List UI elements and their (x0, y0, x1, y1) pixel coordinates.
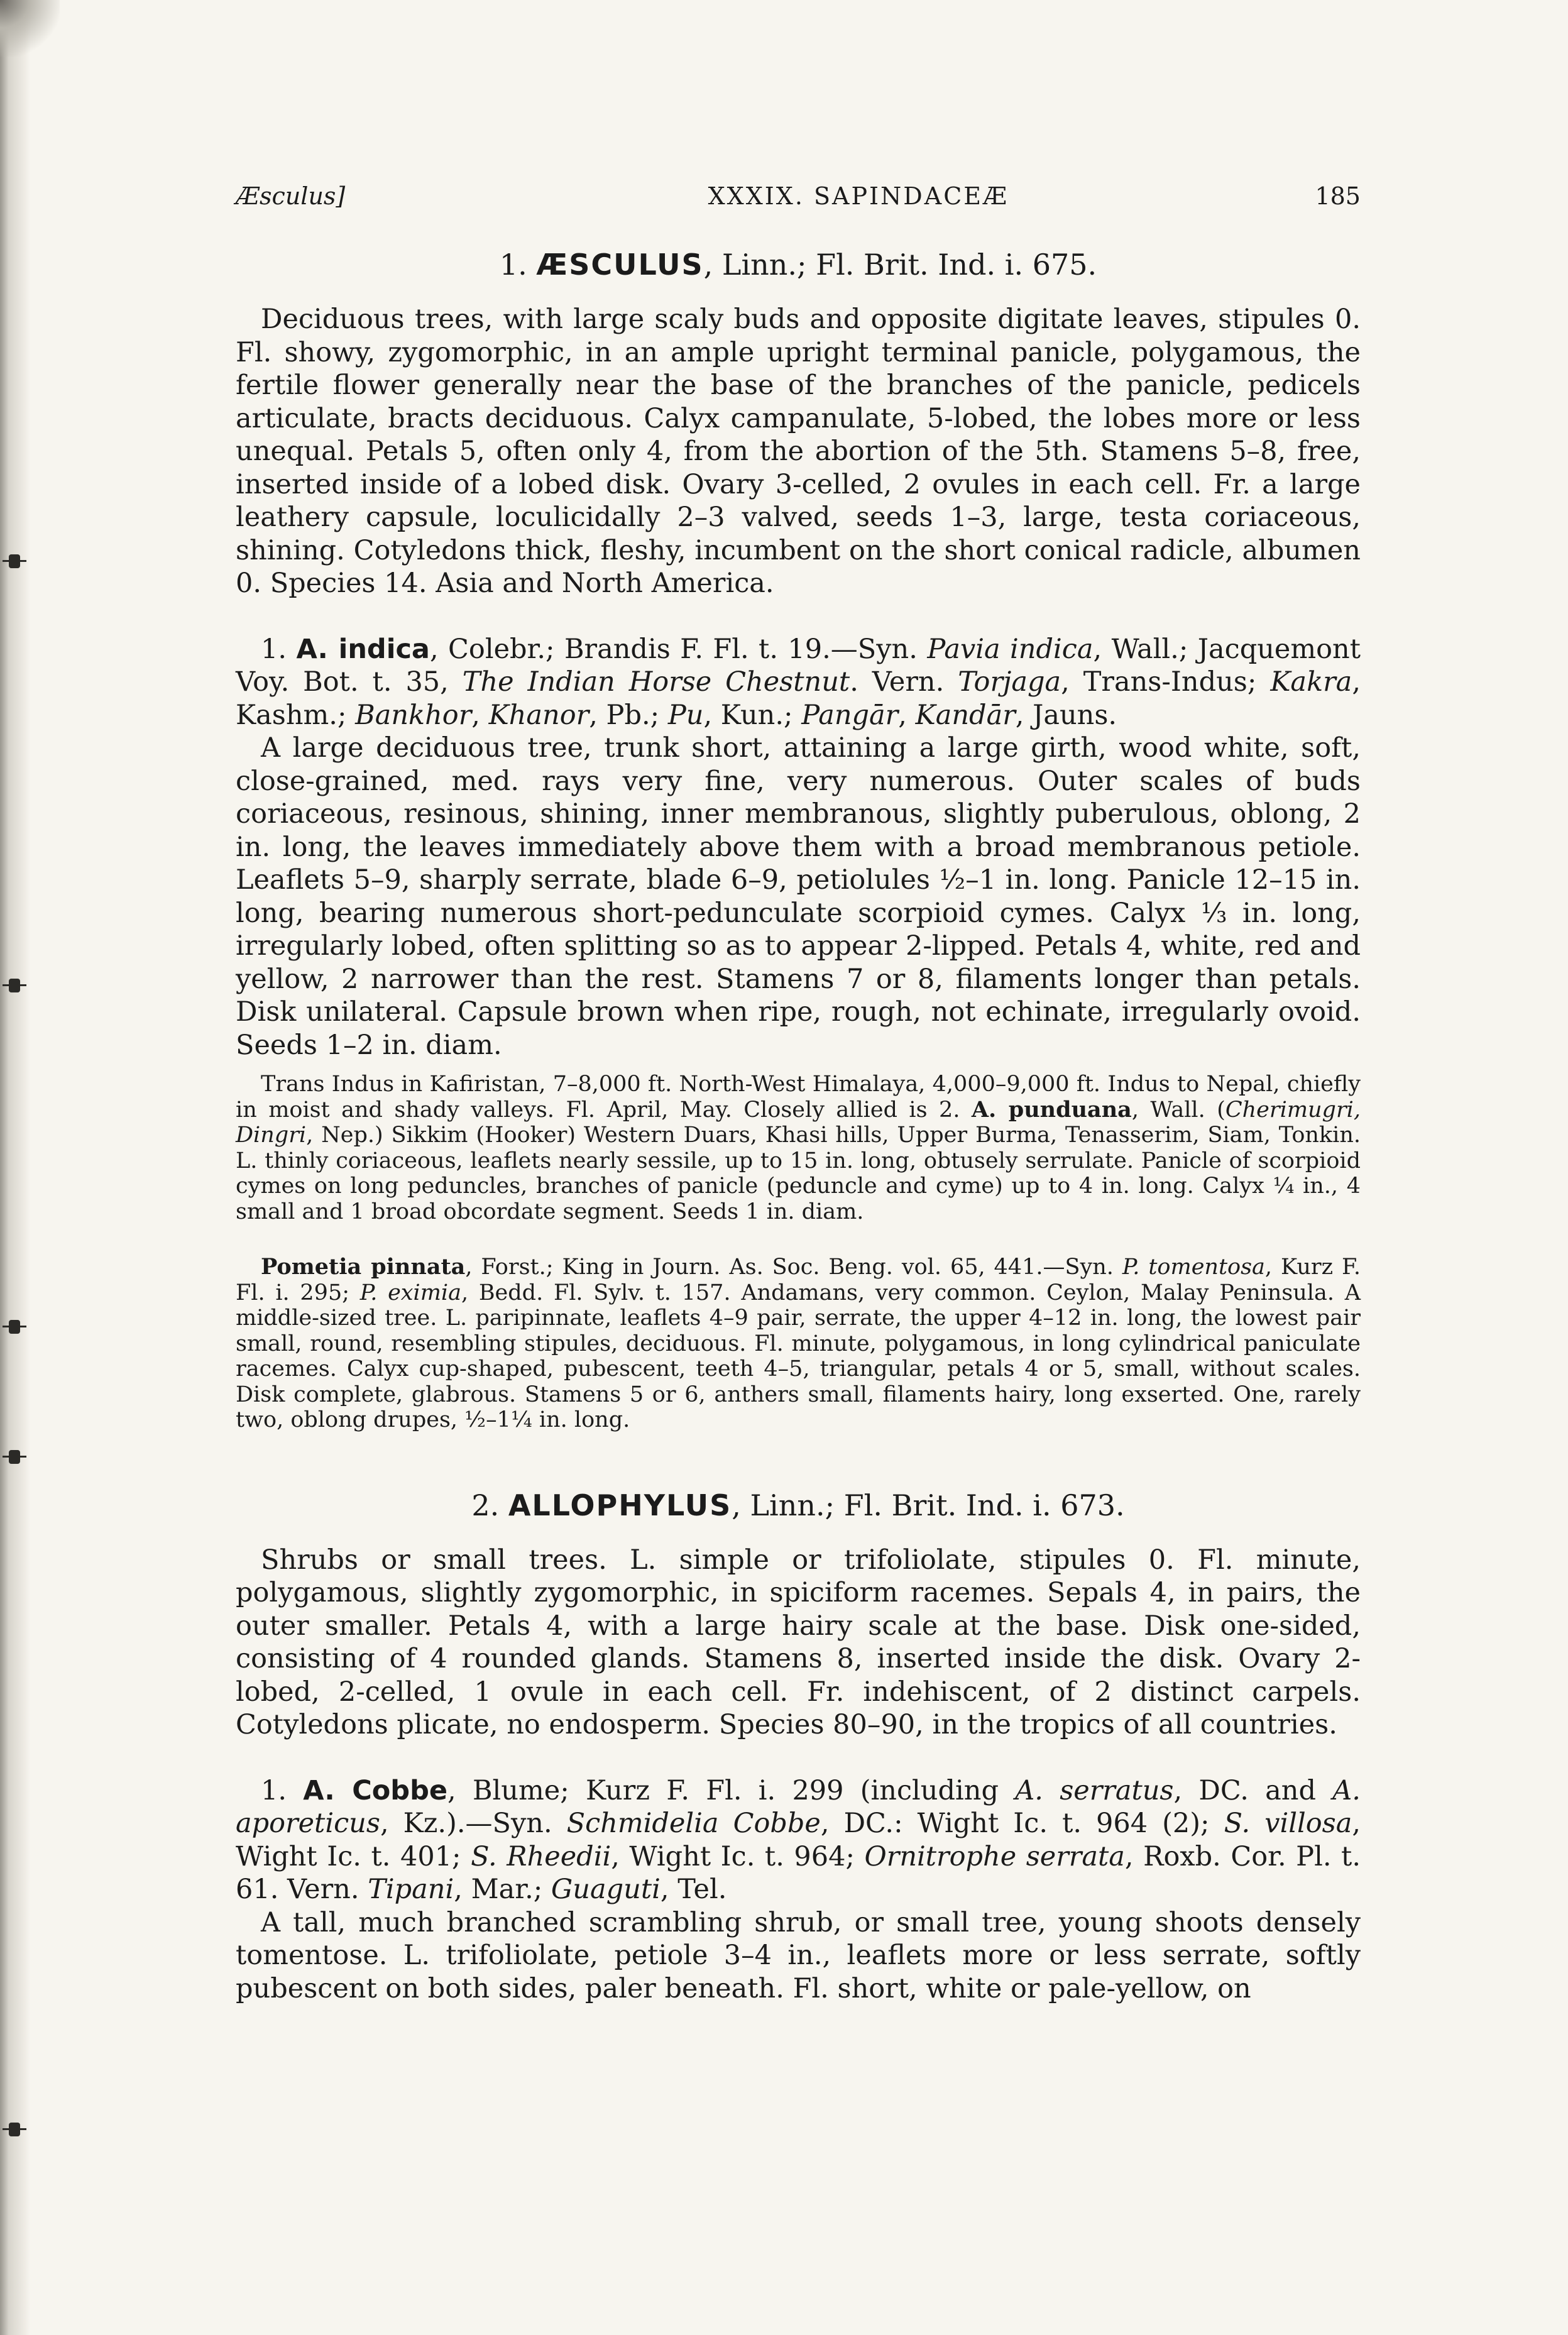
species-text: , Mar.; (454, 1874, 551, 1905)
species-text: , Blume; Kurz F. Fl. i. 299 (including (447, 1774, 1016, 1806)
vernacular-name: Guaguti (551, 1874, 661, 1905)
binding-arrow-mark (3, 2121, 28, 2138)
vernacular-name: Tipani (368, 1874, 454, 1905)
genus-heading-aesculus (236, 248, 1361, 282)
genus-number: 1. (499, 248, 527, 282)
synonym: Pavia indica (927, 633, 1094, 665)
book-page (236, 182, 1361, 2005)
species-number: 1. (261, 633, 287, 665)
species-name: A. Cobbe (303, 1774, 448, 1806)
synonym: S. Rheedii (471, 1840, 611, 1872)
species-heading-a-indica (236, 633, 1361, 732)
pometia-text: , Forst.; King in Journ. As. Soc. Beng. vol. 65, 441.—Syn. (465, 1255, 1122, 1280)
binding-arrow-mark (3, 1449, 28, 1465)
species-description: A tall, much branched scrambling shrub, or small tree, young shoots densely tomentose. L. trifoliolate, petiole 3–4 in., leaflets more or less serrate, softly pubescent on both sides, paler beneath. Fl. short, white or pale-yellow, on (236, 1906, 1361, 2004)
vernacular-locality: , Kun.; (703, 699, 802, 731)
header-family: XXXIX. SAPINDACEÆ (708, 182, 1009, 210)
species-text: , Wight Ic. t. 964; (611, 1840, 865, 1872)
distribution-text: Trans Indus in Kafiristan, 7–8,000 ft. North-West Himalaya, 4,000–9,000 ft. Indus to Nepal, chiefly in moist and shady valleys. Fl. April, May. Closely allied is 2. (236, 1072, 1361, 1123)
allied-species-name: A. punduana (971, 1096, 1132, 1123)
header-genus: Æsculus] (236, 182, 346, 210)
genus-authority: , Linn.; Fl. Brit. Ind. i. 673. (732, 1488, 1125, 1522)
species-description: A large deciduous tree, trunk short, attaining a large girth, wood white, soft, close-grained, med. rays very fine, very numerous. Outer scales of buds coriaceous, resinous, shining, inner membranous, slightly puberulous, oblong, 2 in. long, the leaves immediately above them with a broad membranous petiole. Leaflets 5–9, sharply serrate, blade 6–9, petiolules ½–1 in. long. Panicle 12–15 in. long, bearing numerous short-pedunculate scorpioid cymes. Calyx ⅓ in. long, irregularly lobed, often splitting so as to appear 2-lipped. Petals 4, white, red and yellow, 2 narrower than the rest. Stamens 7 or 8, filaments longer than petals. Disk unilateral. Capsule brown when ripe, rough, not echinate, irregularly ovoid. Seeds 1–2 in. diam. (236, 732, 1361, 1061)
distribution-text: , Nep.) Sikkim (Hooker) Western Duars, Khasi hills, Upper Burma, Tenasserim, Siam, Tonkin. L. thinly coriaceous, leaflets nearly sessile, up to 15 in. long, obtusely serrulate. Panicle of scorpioid cymes on long peduncles, branches of panicle (peduncle and cyme) up to 4 in. long. Calyx ¼ in., 4 small and 1 broad obcordate segment. Seeds 1 in. diam. (236, 1123, 1361, 1224)
species-text: , Wight Ic. t. 401; (236, 1808, 1361, 1872)
vernacular-locality: , Pb.; (589, 699, 668, 731)
page-number: 185 (1315, 182, 1361, 210)
vernacular-locality: , Trans-Indus; (1061, 666, 1271, 698)
species-text: , DC. and (1173, 1774, 1333, 1806)
species-author: , Colebr.; Brandis F. Fl. t. 19.—Syn. (429, 633, 928, 665)
binding-arrow-mark (3, 977, 28, 994)
vernacular-name: Kandār (915, 699, 1016, 731)
pometia-name: Pometia pinnata (261, 1254, 466, 1280)
pometia-note (236, 1255, 1361, 1433)
vernacular-name: Khanor (488, 699, 589, 731)
vernacular-label: . Vern. (850, 666, 958, 698)
vernacular-name: Pu (667, 699, 704, 731)
vernacular-name: Kakra (1270, 666, 1352, 698)
genus-description: Shrubs or small trees. L. simple or trifoliolate, stipules 0. Fl. minute, polygamous, slightly zygomorphic, in spiciform racemes. Sepals 4, in pairs, the outer smaller. Petals 4, with a large hairy scale at the base. Disk one-sided, consisting of 4 rounded glands. Stamens 8, inserted inside the disk. Ovary 2-lobed, 2-celled, 1 ovule in each cell. Fr. indehiscent, of 2 distinct carpels. Cotyledons plicate, no endosperm. Species 80–90, in the tropics of all countries. (236, 1544, 1361, 1740)
vernacular-name: Torjaga (958, 666, 1061, 698)
species-distribution (236, 1072, 1361, 1224)
synonym-author: , Wall.; Jacquemont Voy. Bot. t. 35, (236, 633, 1361, 698)
page-corner-shadow (0, 0, 60, 57)
separator: , (898, 699, 916, 731)
synonym: P. eximia (359, 1280, 461, 1305)
pometia-text: , Kurz F. Fl. i. 295; (236, 1255, 1361, 1305)
binding-arrow-mark (3, 1319, 28, 1335)
species-text: , Roxb. Cor. Pl. t. 61. Vern. (236, 1840, 1361, 1905)
included-taxon: A. serratus (1015, 1774, 1174, 1806)
vernacular-locality: , Jauns. (1015, 699, 1117, 731)
genus-heading-allophylus (236, 1488, 1361, 1522)
page-edge-shadow (0, 0, 30, 2335)
pometia-text: , Bedd. Fl. Sylv. t. 157. Andamans, very common. Ceylon, Malay Peninsula. A middle-sized tree. L. paripinnate, leaflets 4–9 pair, serrate, the upper 4–12 in. long, the lowest pair small, round, resembling stipules, deciduous. Fl. minute, polygamous, in long cylindrical paniculate racemes. Calyx cup-shaped, pubescent, teeth 4–5, triangular, petals 4 or 5, small, without scales. Disk complete, glabrous. Stamens 5 or 6, anthers small, filaments hairy, long exserted. One, rarely two, oblong drupes, ½–1¼ in. long. (236, 1280, 1361, 1432)
genus-description: Deciduous trees, with large scaly buds and opposite digitate leaves, stipules 0. Fl. showy, zygomorphic, in an ample upright terminal panicle, polygamous, the fertile flower generally near the base of the branches of the panicle, pedicels articulate, bracts deciduous. Calyx campanulate, 5-lobed, the lobes more or less unequal. Petals 5, often only 4, from the abortion of the 5th. Stamens 5–8, free, inserted inside of a lobed disk. Ovary 3-celled, 2 ovules in each cell. Fr. a large leathery capsule, loculicidally 2–3 valved, seeds 1–3, large, testa coriaceous, shining. Cotyledons thick, fleshy, incumbent on the short conical radicle, albumen 0. Species 14. Asia and North America. (236, 304, 1361, 599)
included-taxon: A. aporeticus (236, 1774, 1361, 1839)
species-heading-a-cobbe (236, 1774, 1361, 1906)
vernacular-name: Cherimugri, Dingri (236, 1097, 1361, 1148)
vernacular-name: Pangār (801, 699, 899, 731)
species-name: A. indica (296, 633, 430, 665)
genus-name: ÆSCULUS (536, 248, 704, 282)
species-text: , Kz.).—Syn. (380, 1808, 567, 1839)
vernacular-locality: , Kashm.; (236, 666, 1361, 731)
synonym: S. villosa (1224, 1808, 1352, 1839)
common-name: The Indian Horse Chestnut (462, 666, 850, 698)
running-header (236, 182, 1361, 210)
synonym: Schmidelia Cobbe (566, 1808, 821, 1839)
synonym: P. tomentosa (1122, 1255, 1265, 1280)
vernacular-name: Bankhor (355, 699, 472, 731)
binding-arrow-mark (3, 553, 28, 569)
genus-number: 2. (471, 1488, 500, 1522)
species-number: 1. (261, 1774, 287, 1806)
genus-name: ALLOPHYLUS (508, 1488, 732, 1522)
genus-authority: , Linn.; Fl. Brit. Ind. i. 675. (703, 248, 1097, 282)
allied-species-author: , Wall. ( (1131, 1097, 1225, 1123)
synonym: Ornitrophe serrata (864, 1840, 1125, 1872)
separator: , (471, 699, 489, 731)
species-text: , Tel. (660, 1874, 727, 1905)
species-text: , DC.: Wight Ic. t. 964 (2); (820, 1808, 1224, 1839)
